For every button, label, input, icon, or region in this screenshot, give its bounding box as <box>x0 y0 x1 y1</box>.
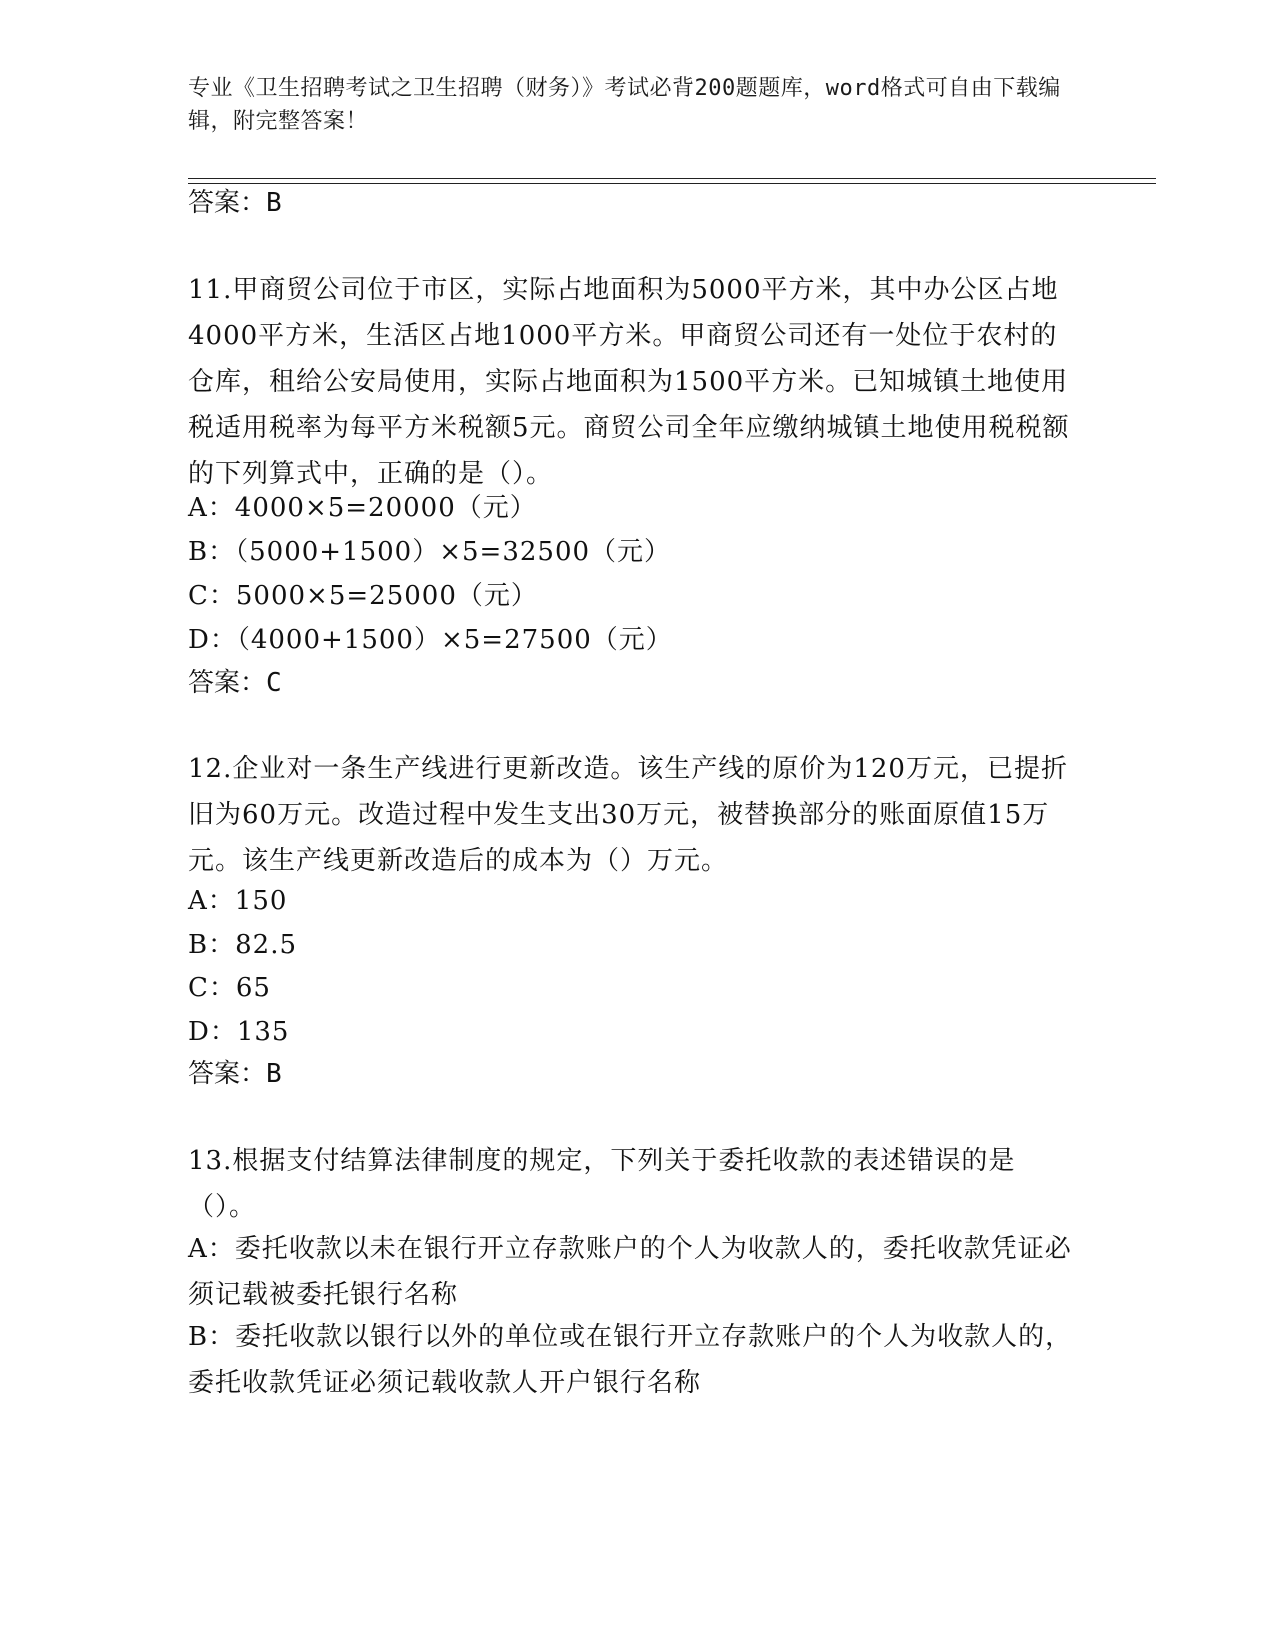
header-rule-bottom <box>188 183 1156 184</box>
question-12-option-c: C：65 <box>188 973 271 1003</box>
question-13-option-b: B：委托收款以银行以外的单位或在银行开立存款账户的个人为收款人的，委托收款凭证必须记载收款人开户银行名称 <box>188 1322 1073 1398</box>
question-11-option-b: B：（5000+1500）×5=32500（元） <box>188 537 672 567</box>
question-12-option-b: B：82.5 <box>188 930 297 960</box>
question-11-answer: 答案：C <box>188 668 282 698</box>
document-header: 专业《卫生招聘考试之卫生招聘（财务）》考试必背200题题库，word格式可自由下载编辑，附完整答案！ <box>188 76 1061 134</box>
header-rule-top <box>188 178 1156 179</box>
previous-answer: 答案：B <box>188 188 282 218</box>
question-12-text: 12.企业对一条生产线进行更新改造。该生产线的原价为120万元，已提折旧为60万元。改造过程中发生支出30万元，被替换部分的账面原值15万元。该生产线更新改造后的成本为（）万元。 <box>188 754 1068 876</box>
question-12-option-d: D：135 <box>188 1017 290 1047</box>
question-11-option-d: D：（4000+1500）×5=27500（元） <box>188 625 673 655</box>
question-11-text: 11.甲商贸公司位于市区，实际占地面积为5000平方米，其中办公区占地4000平方米，生活区占地1000平方米。甲商贸公司还有一处位于农村的仓库，租给公安局使用，实际占地面积为1500平方米。已知城镇土地使用税适用税率为每平方米税额5元。商贸公司全年应缴纳城镇土地使用税税额的下列算式中，正确的是（）。 <box>188 275 1070 489</box>
question-11-option-a: A：4000×5=20000（元） <box>188 493 537 523</box>
question-12-answer: 答案：B <box>188 1059 282 1089</box>
question-11-option-c: C：5000×5=25000（元） <box>188 581 538 611</box>
question-13-option-a: A：委托收款以未在银行开立存款账户的个人为收款人的，委托收款凭证必须记载被委托银行名称 <box>188 1234 1072 1310</box>
question-13-text: 13.根据支付结算法律制度的规定，下列关于委托收款的表述错误的是（）。 <box>188 1146 1016 1222</box>
question-12-option-a: A：150 <box>188 886 288 916</box>
